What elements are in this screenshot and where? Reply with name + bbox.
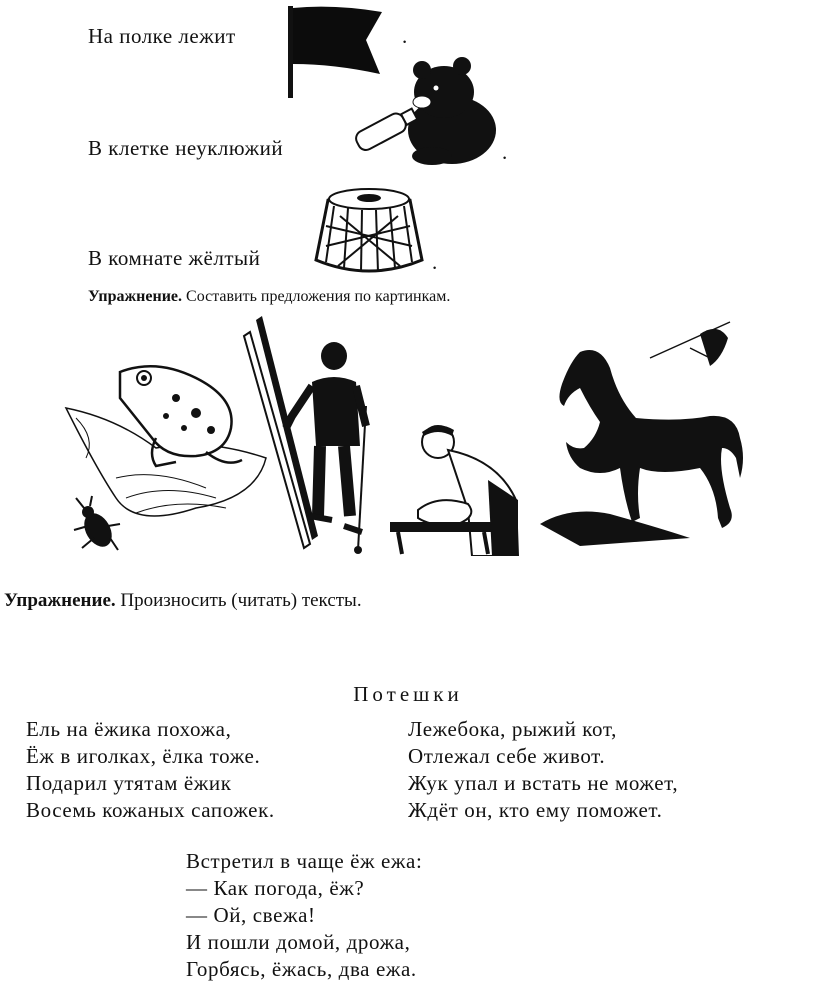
poem-line: — Ой, свежа! — [186, 903, 316, 927]
poem-line: Отлежал себе живот. — [408, 744, 606, 768]
poem-line: Ёж в иголках, ёлка тоже. — [26, 744, 261, 768]
poem-line: Лежебока, рыжий кот, — [408, 717, 617, 741]
riddle-line-3: В комнате жёлтый — [88, 246, 261, 270]
exercise-1-label: Упражнение. — [88, 288, 183, 305]
poem-right-stanza — [408, 716, 678, 824]
poem-line: Подарил утятам ёжик — [26, 771, 232, 795]
riddle-line-1: На полке лежит — [88, 24, 236, 48]
cake-icon — [310, 186, 428, 278]
beetle-icon — [66, 494, 126, 556]
bear-cub-icon — [350, 52, 498, 170]
poem-line: Горбясь, ёжась, два ежа. — [186, 957, 417, 981]
period-2: . — [502, 140, 508, 164]
poem-line: — Как погода, ёж? — [186, 876, 365, 900]
exercise-2-text: Произносить (читать) тексты. — [120, 590, 362, 611]
period-1: . — [402, 24, 408, 48]
riddle-line-2: В клетке неуклюжий — [88, 136, 284, 160]
foal-icon — [540, 318, 760, 558]
poem-line: Ждёт он, кто ему поможет. — [408, 798, 663, 822]
poem-line: Восемь кожаных сапожек. — [26, 798, 275, 822]
poem-left-stanza — [26, 716, 275, 824]
poem-bottom-stanza — [186, 848, 422, 983]
period-3: . — [432, 250, 438, 274]
skier-boy-icon — [240, 316, 390, 556]
exercise-1-text: Составить предложения по картинкам. — [186, 288, 451, 305]
exercise-2 — [4, 590, 362, 612]
poem-line: И пошли домой, дрожа, — [186, 930, 411, 954]
exercise-2-label: Упражнение. — [4, 590, 116, 611]
boy-kneading-icon — [388, 420, 528, 556]
poem-line: Ель на ёжика похожа, — [26, 717, 232, 741]
exercise-1 — [88, 288, 450, 306]
poem-title: Потешки — [353, 682, 463, 706]
poem-line: Встретил в чаще ёж ежа: — [186, 849, 423, 873]
poem-line: Жук упал и встать не может, — [408, 771, 679, 795]
